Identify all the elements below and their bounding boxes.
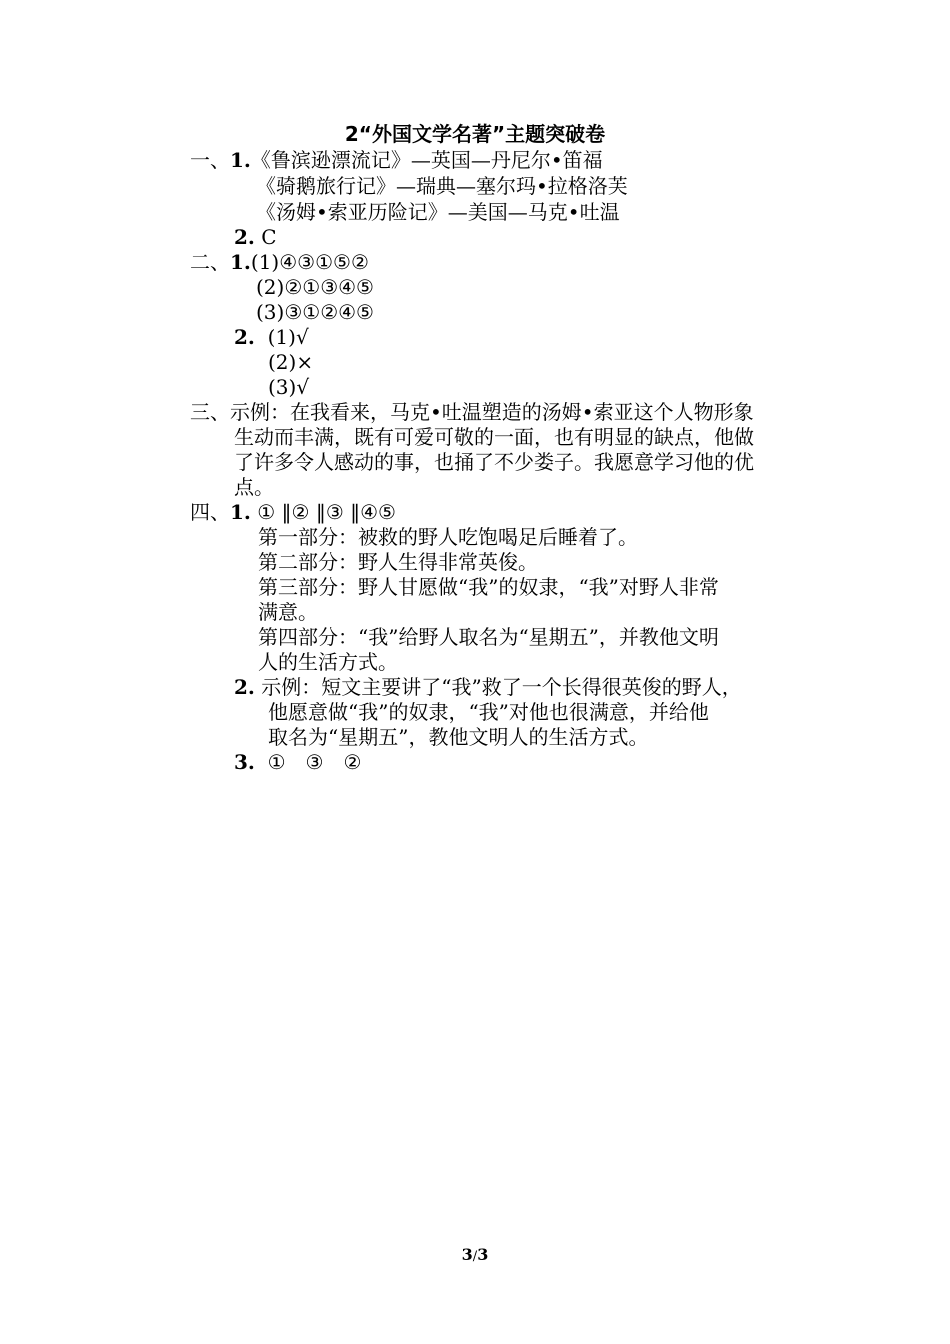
answer-line: (2)× (268, 350, 314, 374)
answer-line: 取名为“星期五”，教他文明人的生活方式。 (268, 725, 649, 749)
answer-text: ① ‖② ‖③ ‖④⑤ (257, 500, 396, 524)
answer-line: (1)④③①⑤② (250, 250, 369, 274)
question-number: 2. (234, 225, 255, 249)
section-2-q1 (190, 249, 369, 275)
answer-line: (1)√ (267, 325, 309, 349)
page-title: 2“外国文学名著”主题突破卷 (344, 122, 606, 146)
answer-line: 示例：在我看来，马克•吐温塑造的汤姆•索亚这个人物形象 (230, 400, 754, 424)
answer-line: 生动而丰满，既有可爱可敬的一面，也有明显的缺点，他做 (234, 425, 754, 449)
answer-line: 《骑鹅旅行记》—瑞典—塞尔玛•拉格洛芙 (256, 174, 628, 198)
answer-line: (2)②①③④⑤ (256, 275, 374, 299)
section-2-label: 二、 (190, 250, 230, 274)
section-3-label: 三、 (190, 400, 230, 424)
section-1-q2 (234, 224, 277, 250)
section-4-q3 (234, 749, 361, 775)
section-1-label: 一、 (190, 148, 230, 172)
answer-line: 第二部分：野人生得非常英俊。 (258, 550, 538, 574)
page-number (0, 1244, 950, 1268)
section-4-label: 四、 (190, 500, 230, 524)
answer-line: 人的生活方式。 (258, 650, 398, 674)
answer-line: 《汤姆•索亚历险记》—美国—马克•吐温 (256, 200, 620, 224)
answer-line: (3)√ (268, 375, 310, 399)
answer-line: 示例：短文主要讲了“我”救了一个长得很英俊的野人， (261, 675, 742, 699)
answer-line: 点。 (234, 475, 274, 499)
page-current: 3 (461, 1245, 473, 1264)
answer-line: 他愿意做“我”的奴隶，“我”对他也很满意，并给他 (268, 700, 709, 724)
answer-line: 了许多令人感动的事，也捅了不少娄子。我愿意学习他的优 (234, 450, 754, 474)
section-4-q1 (190, 499, 396, 525)
answer-line: 第三部分：野人甘愿做“我”的奴隶，“我”对野人非常 (258, 575, 719, 599)
section-3-line (190, 399, 754, 425)
answer-line: 第一部分：被救的野人吃饱喝足后睡着了。 (258, 525, 638, 549)
question-number: 2. (234, 325, 255, 349)
question-number: 1. (230, 148, 251, 172)
question-number: 1. (230, 500, 251, 524)
section-4-q2 (234, 674, 742, 700)
section-2-q2 (234, 324, 309, 350)
answer-line: (3)③①②④⑤ (256, 300, 374, 324)
answer-text: C (261, 225, 277, 249)
question-number: 1. (230, 250, 251, 274)
question-number: 3. (234, 750, 255, 774)
section-1-q1 (190, 147, 603, 173)
question-number: 2. (234, 675, 255, 699)
answer-line: 第四部分：“我”给野人取名为“星期五”，并教他文明 (258, 625, 719, 649)
answer-line: 满意。 (258, 600, 318, 624)
answer-text: ① ③ ② (267, 750, 362, 774)
answer-line: 《鲁滨逊漂流记》—英国—丹尼尔•笛福 (250, 148, 603, 172)
page-total: 3 (477, 1245, 489, 1264)
page-separator: / (472, 1249, 478, 1264)
